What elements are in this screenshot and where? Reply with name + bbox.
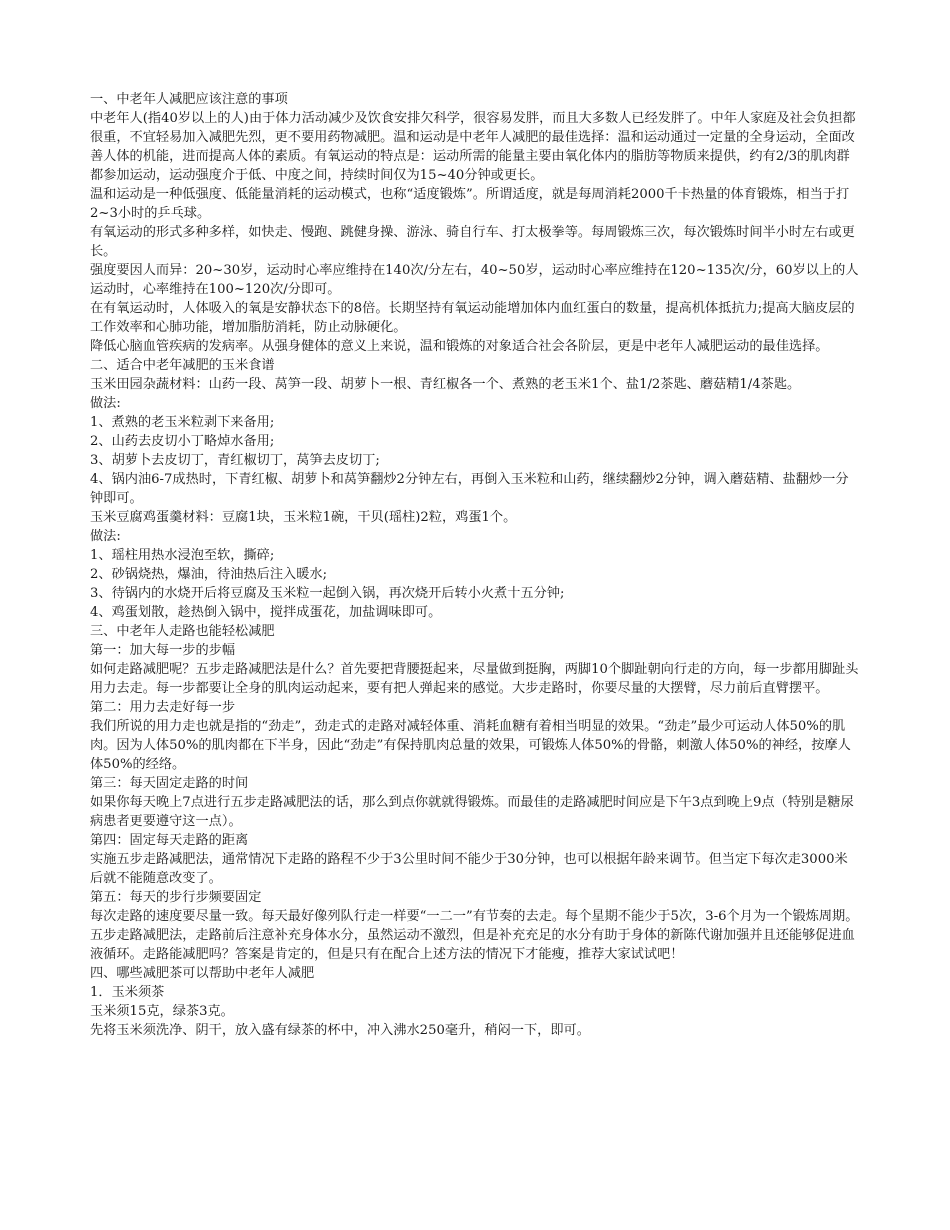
paragraph: 实施五步走路减肥法，通常情况下走路的路程不少于3公里时间不能少于30分钟，也可以根据年龄来调节。但当定下每次走3000米后就不能随意改变了。 — [90, 852, 848, 886]
heading-4: 四、哪些减肥茶可以帮助中老年人减肥 — [90, 966, 315, 981]
paragraph: 如果你每天晚上7点进行五步走路减肥法的话，那么到点你就就得锻炼。而最佳的走路减肥时间应是下午3点到晚上9点（特别是糖尿病患者更要遵守这一点）。 — [90, 795, 854, 829]
paragraph: 每次走路的速度要尽量一致。每天最好像列队行走一样要“一二一”有节奏的去走。每个星期不能少于5次，3-6个月为一个锻炼周期。五步走路减肥法，走路前后注意补充身体水分，虽然运动不激烈，但是补充充足的水分有助于身体的新陈代谢加强并且还能够促进血液循环。走路能减肥吗？答案是肯定的，但是只有在配合上述方法的情况下才能瘦，推荐大家试试吧！ — [90, 909, 859, 962]
step-item: 1、瑶柱用热水浸泡至软，撕碎; — [90, 548, 275, 563]
method-label: 做法: — [90, 529, 121, 544]
step-item: 3、胡萝卜去皮切丁，青红椒切丁，莴笋去皮切丁; — [90, 453, 380, 468]
paragraph: 玉米田园杂蔬材料：山药一段、莴笋一段、胡萝卜一根、青红椒各一个、煮熟的老玉米1个、盐1/2茶匙、蘑菇精1/4茶匙。 — [90, 377, 801, 392]
subheading: 第五：每天的步行步频要固定 — [90, 890, 262, 905]
paragraph: 先将玉米须洗净、阴干，放入盛有绿茶的杯中，冲入沸水250毫升，稍闷一下，即可。 — [90, 1023, 590, 1038]
step-item: 4、鸡蛋划散，趁热倒入锅中，搅拌成蛋花，加盐调味即可。 — [90, 605, 442, 620]
subheading: 第一：加大每一步的步幅 — [90, 643, 236, 658]
step-item: 3、待锅内的水烧开后将豆腐及玉米粒一起倒入锅，再次烧开后转小火煮十五分钟; — [90, 586, 565, 601]
paragraph: 玉米须15克，绿茶3克。 — [90, 1004, 234, 1019]
method-label: 做法: — [90, 396, 121, 411]
paragraph: 玉米豆腐鸡蛋羹材料：豆腐1块，玉米粒1碗，干贝(瑶柱)2粒，鸡蛋1个。 — [90, 510, 517, 525]
paragraph: 我们所说的用力走也就是指的“劲走”，劲走式的走路对减轻体重、消耗血糖有着相当明显的效果。“劲走”最少可运动人体50%的肌肉。因为人体50%的肌肉都在下半身，因此“劲走”有保持肌肉总量的效果，可锻炼人体50%的骨骼，刺激人体50%的神经，按摩人体50%的经络。 — [90, 719, 851, 772]
subheading: 第四：固定每天走路的距离 — [90, 833, 249, 848]
step-item: 2、山药去皮切小丁略焯水备用; — [90, 434, 275, 449]
paragraph: 强度要因人而异：20~30岁，运动时心率应维持在140次/分左右，40~50岁，运动时心率应维持在120~135次/分，60岁以上的人运动时，心率维持在100~120次/分即可。 — [90, 263, 859, 297]
heading-3: 三、中老年人走路也能轻松减肥 — [90, 624, 275, 639]
paragraph: 降低心脑血管疾病的发病率。从强身健体的意义上来说，温和锻炼的对象适合社会各阶层，更是中老年人减肥运动的最佳选择。 — [90, 339, 829, 354]
paragraph: 在有氧运动时，人体吸入的氧是安静状态下的8倍。长期坚持有氧运动能增加体内血红蛋白的数量，提高机体抵抗力;提高大脑皮层的工作效率和心肺功能，增加脂肪消耗，防止动脉硬化。 — [90, 301, 855, 335]
subheading: 第二：用力去走好每一步 — [90, 700, 236, 715]
subheading: 第三：每天固定走路的时间 — [90, 776, 249, 791]
subheading: 1．玉米须茶 — [90, 985, 165, 1000]
paragraph: 如何走路减肥呢？五步走路减肥法是什么？首先要把背腰挺起来，尽量做到挺胸，两脚10个脚趾朝向行走的方向，每一步都用脚趾头用力去走。每一步都要让全身的肌肉运动起来，要有把人弹起来的感觉。大步走路时，你要尽量的大摆臂，尽力前后直臂摆平。 — [90, 662, 859, 696]
document-body — [90, 90, 860, 1040]
paragraph: 温和运动是一种低强度、低能量消耗的运动模式，也称“适度锻炼”。所谓适度，就是每周消耗2000千卡热量的体育锻炼，相当于打2~3小时的乒乓球。 — [90, 187, 850, 221]
heading-2: 二、适合中老年减肥的玉米食谱 — [90, 358, 275, 373]
step-item: 4、锅内油6-7成热时，下青红椒、胡萝卜和莴笋翻炒2分钟左右，再倒入玉米粒和山药，继续翻炒2分钟，调入蘑菇精、盐翻炒一分钟即可。 — [90, 472, 849, 506]
step-item: 1、煮熟的老玉米粒剥下来备用; — [90, 415, 275, 430]
step-item: 2、砂锅烧热，爆油，待油热后注入暖水; — [90, 567, 328, 582]
paragraph: 有氧运动的形式多种多样，如快走、慢跑、跳健身操、游泳、骑自行车、打太极拳等。每周锻炼三次，每次锻炼时间半小时左右或更长。 — [90, 225, 855, 259]
heading-1: 一、中老年人减肥应该注意的事项 — [90, 92, 288, 107]
paragraph: 中老年人(指40岁以上的人)由于体力活动减少及饮食安排欠科学，很容易发胖，而且大多数人已经发胖了。中年人家庭及社会负担都很重，不宜轻易加入减肥先烈，更不要用药物减肥。温和运动是中老年人减肥的最佳选择：温和运动通过一定量的全身运动，全面改善人体的机能，进而提高人体的素质。有氧运动的特点是：运动所需的能量主要由氧化体内的脂肪等物质来提供，约有2/3的肌肉群都参加运动，运动强度介于低、中度之间，持续时间仅为15~40分钟或更长。 — [90, 111, 856, 183]
